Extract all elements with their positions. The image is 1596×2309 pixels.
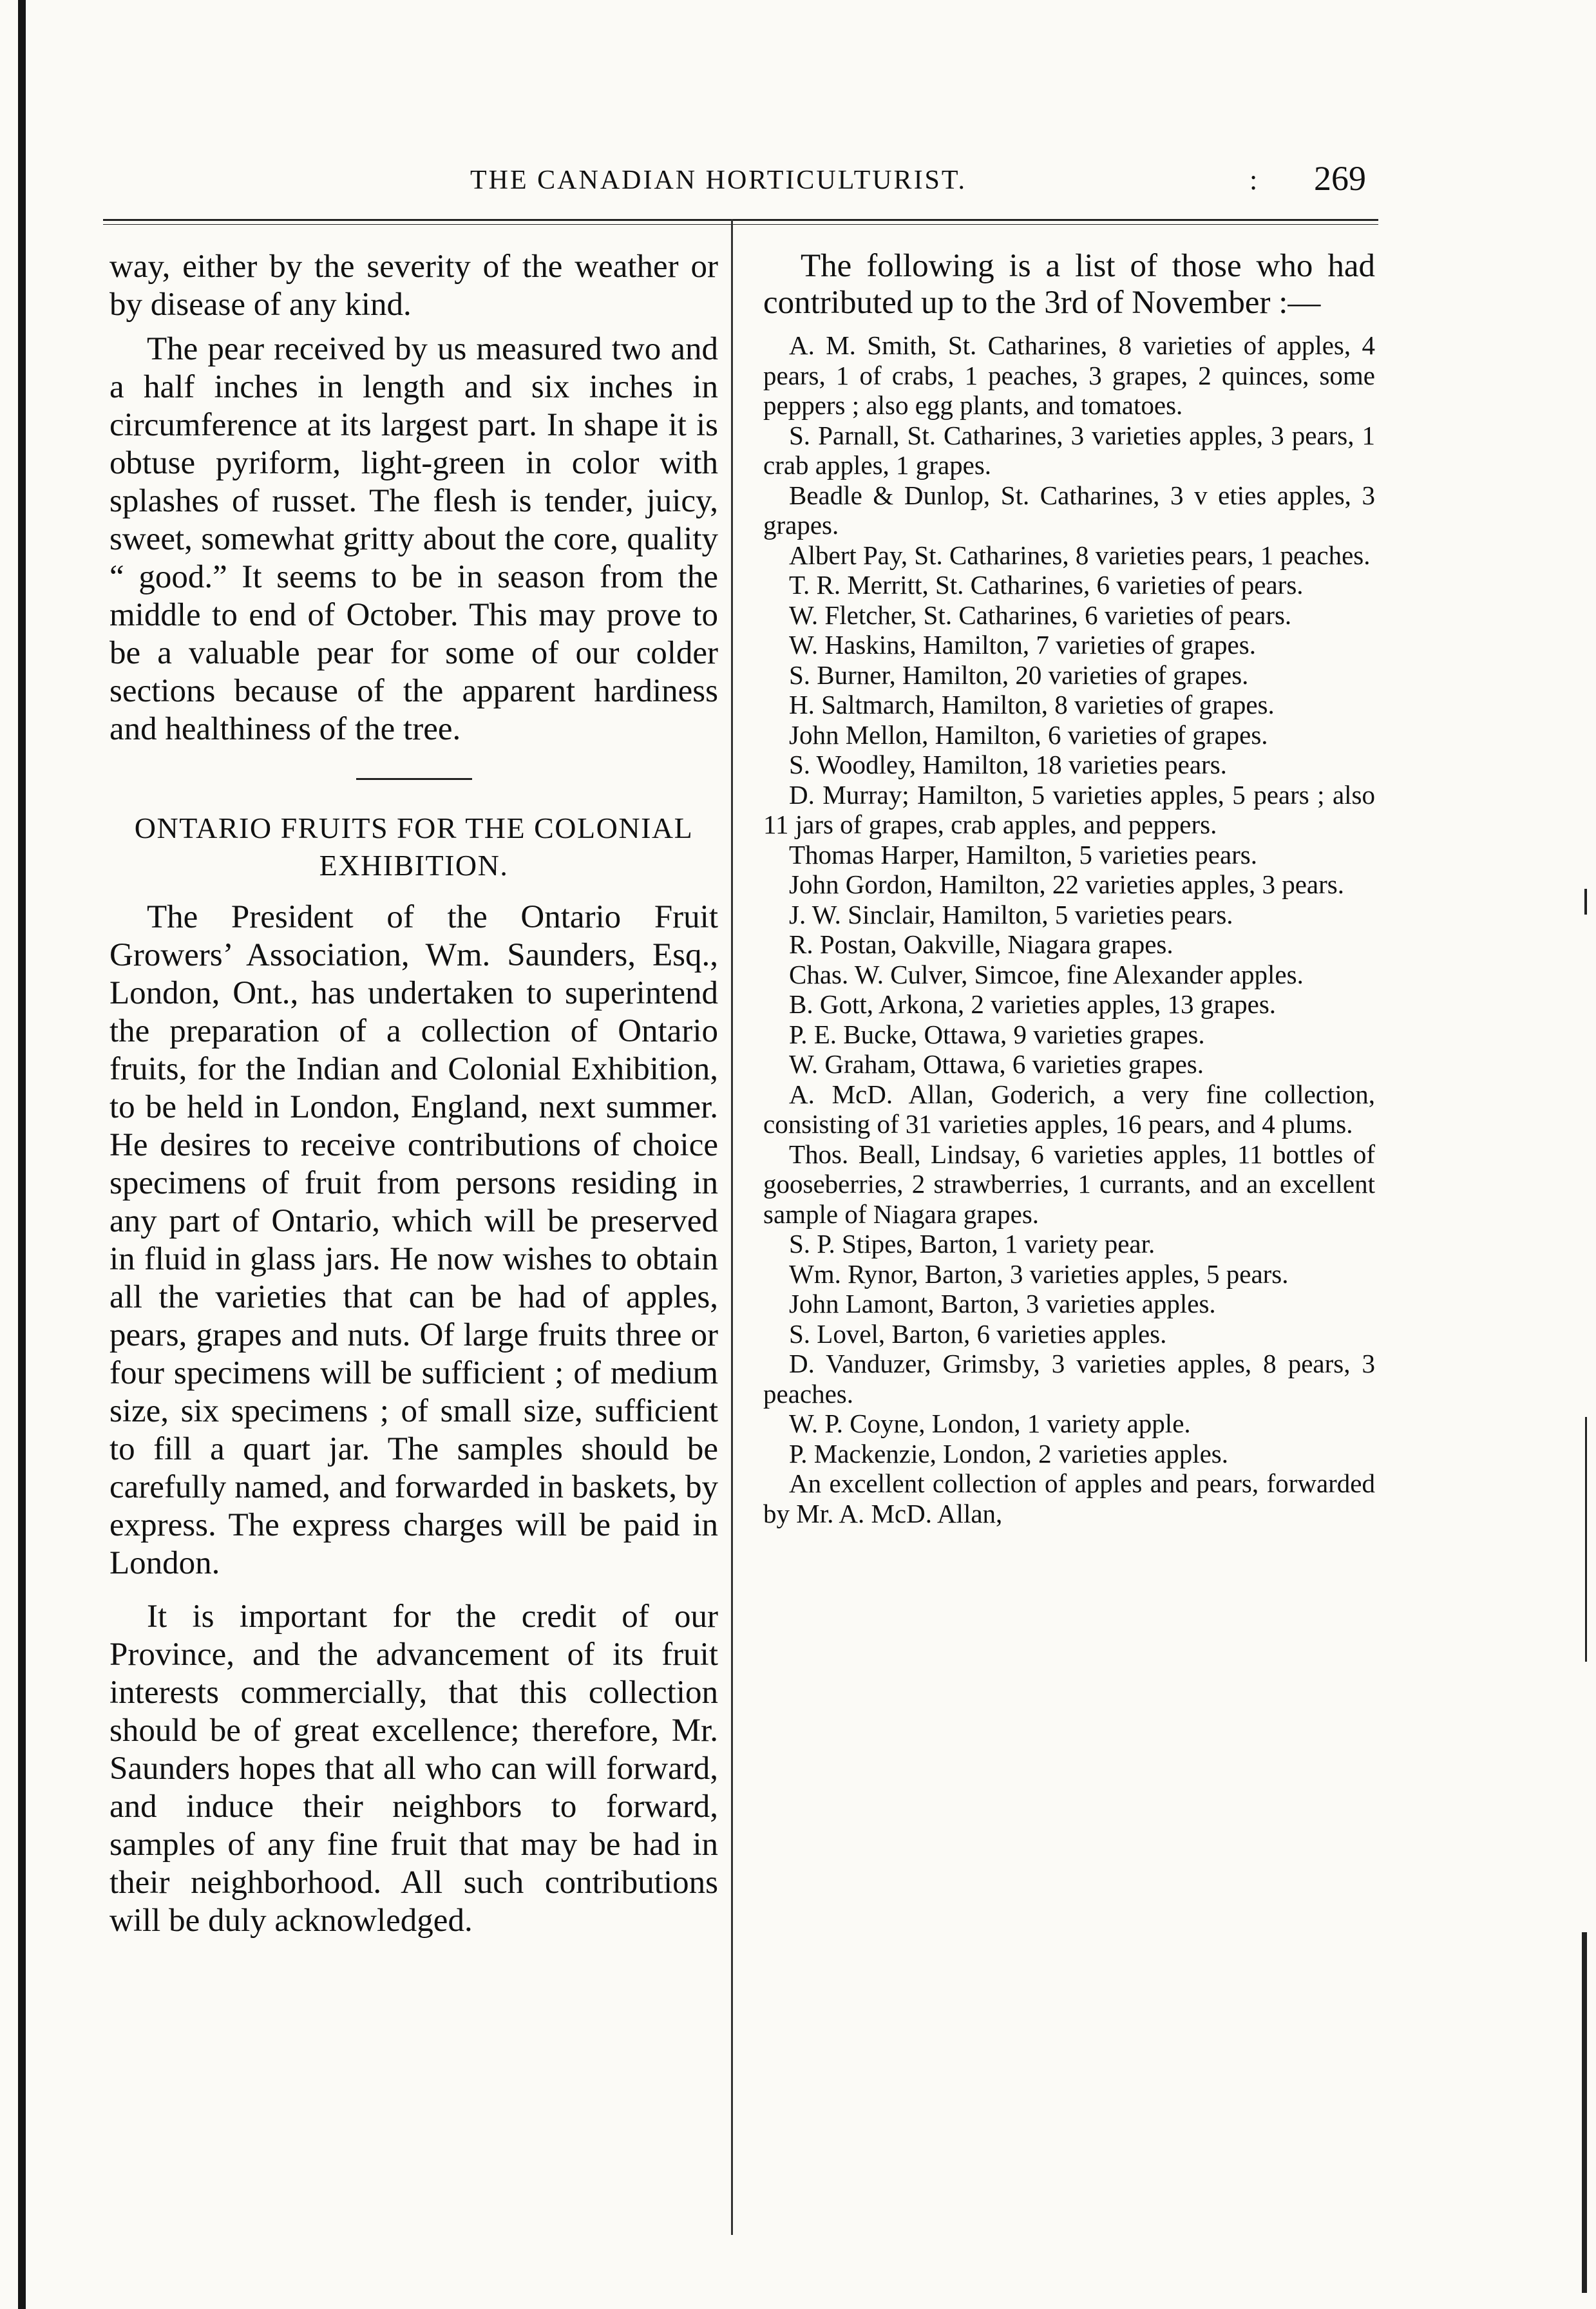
- header-rule-thin: [103, 224, 1378, 225]
- right-column: [763, 248, 1375, 1528]
- contributor-list: [763, 330, 1375, 1528]
- list-item: Chas. W. Culver, Simcoe, fine Alexander apples.: [789, 959, 1304, 989]
- paragraph: way, either by the severity of the weather or by disease of any kind.: [109, 249, 718, 323]
- list-item: D. Murray; Hamilton, 5 varieties apples, 5 pears ; also 11 jars of grapes, crab apples, and peppers.: [763, 779, 1375, 839]
- list-item: An excellent collection of apples and pears, forwarded by Mr. A. McD. Allan,: [763, 1468, 1375, 1528]
- scan-mark: [1584, 889, 1587, 915]
- header-rule: [103, 219, 1378, 221]
- list-item: Thomas Harper, Hamilton, 5 varieties pears.: [789, 839, 1258, 869]
- list-item: A. M. Smith, St. Catharines, 8 varieties of apples, 4 pears, 1 of crabs, 1 peaches, 3 grapes, 2 quinces, some peppers ; also egg plants, and tomatoes.: [763, 330, 1375, 420]
- list-item: T. R. Merritt, St. Catharines, 6 varieties of pears.: [789, 570, 1304, 600]
- list-item: S. Woodley, Hamilton, 18 varieties pears.: [789, 750, 1227, 779]
- section-divider: [356, 778, 472, 780]
- left-column: [109, 248, 718, 1940]
- list-item: W. Fletcher, St. Catharines, 6 varieties of pears.: [789, 600, 1292, 630]
- contributors-intro: The following is a list of those who had contributed up to the 3rd of November :—: [763, 248, 1375, 321]
- list-item: W. P. Coyne, London, 1 variety apple.: [789, 1409, 1191, 1438]
- list-item: Albert Pay, St. Catharines, 8 varieties pears, 1 peaches.: [789, 540, 1371, 570]
- list-item: D. Vanduzer, Grimsby, 3 varieties apples, 8 pears, 3 peaches.: [763, 1349, 1375, 1409]
- list-item: Thos. Beall, Lindsay, 6 varieties apples, 11 bottles of gooseberries, 2 strawberries, 1 currants, and an excellent sample of Niagara grapes.: [763, 1139, 1375, 1229]
- list-item: John Lamont, Barton, 3 varieties apples.: [789, 1289, 1216, 1318]
- list-item: P. E. Bucke, Ottawa, 9 varieties grapes.: [789, 1019, 1205, 1049]
- list-item: R. Postan, Oakville, Niagara grapes.: [789, 929, 1173, 959]
- list-item: P. Mackenzie, London, 2 varieties apples.: [789, 1438, 1229, 1468]
- list-item: W. Graham, Ottawa, 6 varieties grapes.: [789, 1049, 1204, 1079]
- section-heading: ONTARIO FRUITS FOR THE COLONIAL EXHIBITION.: [134, 812, 694, 882]
- list-item: S. Burner, Hamilton, 20 varieties of grapes.: [789, 660, 1249, 690]
- scan-mark: [1582, 1932, 1587, 2293]
- list-item: J. W. Sinclair, Hamilton, 5 varieties pears.: [789, 899, 1233, 929]
- list-item: S. P. Stipes, Barton, 1 variety pear.: [789, 1229, 1155, 1259]
- paragraph: The pear received by us measured two and a half inches in length and six inches in circumference at its largest part. In shape it is obtuse pyriform, light-green in color with splashes of russet. The flesh is tender, juicy, sweet, somewhat gritty about the core, quality “ good.” It seems to be in season from the middle to end of October. This may prove to be a valuable pear for some of our colder sections because of the apparent hardiness and healthiness of the tree.: [109, 331, 718, 747]
- list-item: John Gordon, Hamilton, 22 varieties apples, 3 pears.: [789, 869, 1344, 899]
- header-separator: :: [1249, 164, 1258, 196]
- scan-mark: [1585, 1417, 1587, 1662]
- list-item: Beadle & Dunlop, St. Catharines, 3 v eties apples, 3 grapes.: [763, 480, 1375, 540]
- list-item: John Mellon, Hamilton, 6 varieties of grapes.: [789, 719, 1268, 750]
- list-item: S. Parnall, St. Catharines, 3 varieties apples, 3 pears, 1 crab apples, 1 grapes.: [763, 420, 1375, 480]
- list-item: Wm. Rynor, Barton, 3 varieties apples, 5 pears.: [789, 1259, 1289, 1289]
- column-divider: [731, 219, 733, 2235]
- page-number: 269: [1314, 159, 1366, 198]
- list-item: A. McD. Allan, Goderich, a very fine collection, consisting of 31 varieties apples, 16 pears, and 4 plums.: [763, 1079, 1375, 1139]
- paragraph: The President of the Ontario Fruit Growers’ Association, Wm. Saunders, Esq., London, Ont., has undertaken to superintend the preparation of a collection of Ontario fruits, for the Indian and Colonial Exhibition, to be held in London, England, next summer. He desires to receive contributions of choice specimens of fruit from persons residing in any part of Ontario, which will be preserved in fluid in glass jars. He now wishes to obtain all the varieties that can be had of apples, pears, grapes and nuts. Of large fruits three or four specimens will be sufficient ; of medium size, six specimens ; of small size, sufficient to fill a quart jar. The samples should be carefully named, and forwarded in baskets, by express. The express charges will be paid in London.: [109, 899, 718, 1581]
- page-binding-edge: [18, 0, 26, 2309]
- running-title: THE CANADIAN HORTICULTURIST.: [470, 166, 967, 195]
- list-item: W. Haskins, Hamilton, 7 varieties of grapes.: [789, 630, 1256, 660]
- running-header: [103, 158, 1378, 204]
- list-item: H. Saltmarch, Hamilton, 8 varieties of grapes.: [789, 690, 1275, 719]
- list-item: S. Lovel, Barton, 6 varieties apples.: [789, 1318, 1167, 1349]
- list-item: B. Gott, Arkona, 2 varieties apples, 13 grapes.: [789, 989, 1277, 1019]
- paragraph: It is important for the credit of our Province, and the advancement of its fruit interests commercially, that this collection should be of great excellence; therefore, Mr. Saunders hopes that all who can will forward, and induce their neighbors to forward, samples of any fine fruit that may be had in their neighborhood. All such contributions will be duly acknowledged.: [109, 1599, 718, 1939]
